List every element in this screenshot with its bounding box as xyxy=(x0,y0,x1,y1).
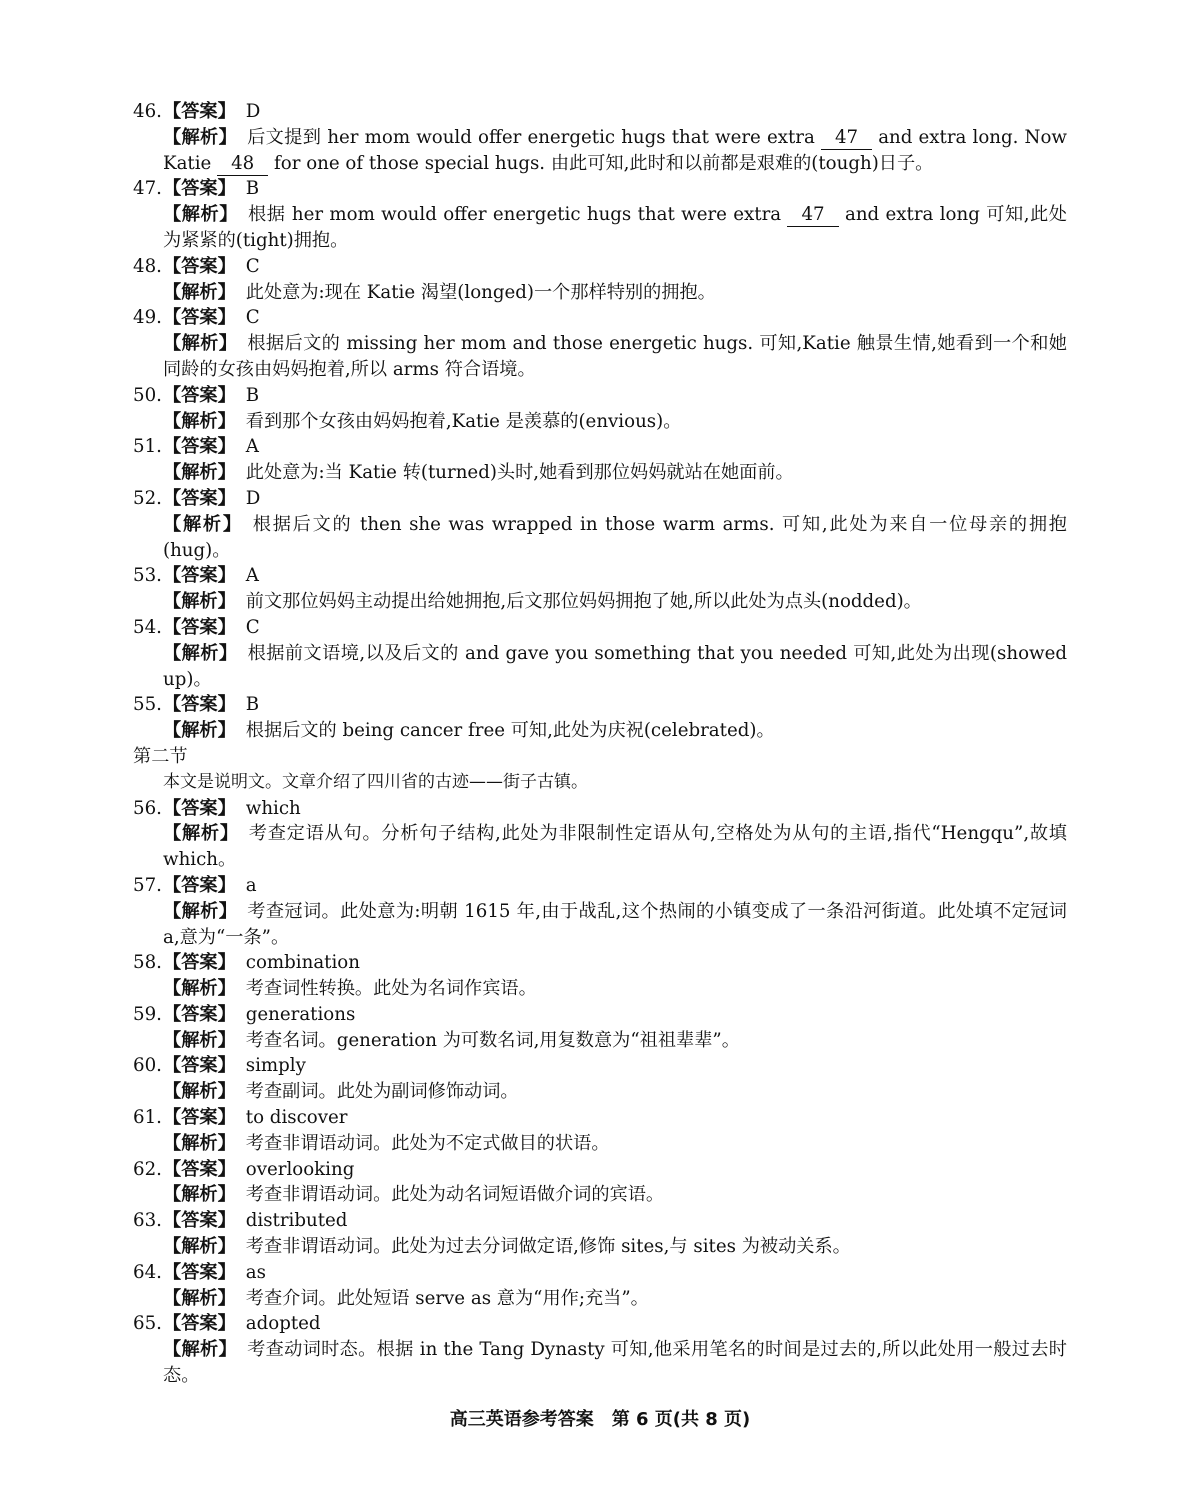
question-number: 63. xyxy=(133,1210,162,1232)
answer-row xyxy=(133,950,1067,976)
analysis-label: 【解析】 xyxy=(163,642,238,664)
blank-number: 47 xyxy=(821,127,872,150)
answer-item xyxy=(133,692,1067,744)
answer-row xyxy=(133,615,1067,641)
answer-label: 【答案】 xyxy=(163,874,236,896)
question-number: 55. xyxy=(133,694,162,716)
analysis-label: 【解析】 xyxy=(163,126,238,148)
analysis-paragraph xyxy=(163,899,1067,951)
analysis-text: 前文那位妈妈主动提出给她拥抱,后文那位妈妈拥抱了她,所以此处为点头(nodded)。 xyxy=(245,591,922,613)
answer-item xyxy=(133,486,1067,563)
analysis-text: 根据前文语境,以及后文的 and gave you something that you needed 可知,此处为出现(showed up)。 xyxy=(163,642,1067,690)
answer-item xyxy=(133,1105,1067,1157)
answer-row xyxy=(133,1053,1067,1079)
answer-label: 【答案】 xyxy=(163,1003,236,1025)
answer-value: D xyxy=(245,487,261,509)
answer-row xyxy=(133,99,1067,125)
answer-row xyxy=(133,176,1067,202)
answer-item xyxy=(133,176,1067,253)
analysis-label: 【解析】 xyxy=(163,410,236,432)
answer-row xyxy=(133,1260,1067,1286)
analysis-text: 看到那个女孩由妈妈抱着,Katie 是羡慕的(envious)。 xyxy=(245,410,682,432)
answer-label: 【答案】 xyxy=(163,1107,236,1129)
question-number: 54. xyxy=(133,616,162,638)
analysis-text: 考查词性转换。此处为名词作宾语。 xyxy=(245,978,537,1000)
answer-value: which xyxy=(245,797,301,819)
analysis-text: 此处意为:当 Katie 转(turned)头时,她看到那位妈妈就站在她面前。 xyxy=(245,462,794,484)
answer-row xyxy=(133,434,1067,460)
analysis-paragraph xyxy=(163,1028,1067,1054)
answer-sheet-body xyxy=(133,99,1067,1389)
answer-item xyxy=(133,1208,1067,1260)
analysis-text: 根据后文的 then she was wrapped in those warm arms. 可知,此处为来自一位母亲的拥抱(hug)。 xyxy=(163,513,1067,561)
answer-label: 【答案】 xyxy=(163,616,236,638)
page-footer: 高三英语参考答案 第 6 页(共 8 页) xyxy=(449,1409,751,1430)
analysis-label: 【解析】 xyxy=(163,1287,236,1309)
analysis-paragraph xyxy=(163,1079,1067,1105)
analysis-text: 考查名词。generation 为可数名词,用复数意为“祖祖辈辈”。 xyxy=(245,1029,740,1051)
answer-value: B xyxy=(245,384,260,406)
answer-label: 【答案】 xyxy=(163,1313,236,1335)
answer-label: 【答案】 xyxy=(163,1210,236,1232)
answer-item xyxy=(133,305,1067,382)
answer-label: 【答案】 xyxy=(163,101,236,122)
question-number: 51. xyxy=(133,436,162,458)
answer-row xyxy=(133,486,1067,512)
analysis-text: 考查定语从句。分析句子结构,此处为非限制性定语从句,空格处为从句的主语,指代“Hengqu”,故填 which。 xyxy=(163,823,1067,871)
answer-item xyxy=(133,383,1067,435)
analysis-text: for one of those special hugs. 由此可知,此时和以前都是艰难的(tough)日子。 xyxy=(268,152,934,174)
answer-value: combination xyxy=(245,952,360,974)
analysis-label: 【解析】 xyxy=(163,281,236,303)
answer-item xyxy=(133,950,1067,1002)
answer-item xyxy=(133,615,1067,692)
answer-value: adopted xyxy=(245,1313,321,1335)
analysis-label: 【解析】 xyxy=(163,720,236,742)
analysis-label: 【解析】 xyxy=(163,1132,236,1154)
analysis-paragraph xyxy=(163,202,1067,254)
answer-row xyxy=(133,1311,1067,1337)
analysis-paragraph xyxy=(163,331,1067,383)
analysis-label: 【解析】 xyxy=(163,1029,236,1051)
answer-value: generations xyxy=(245,1003,356,1025)
analysis-paragraph xyxy=(163,460,1067,486)
answer-label: 【答案】 xyxy=(163,952,236,974)
analysis-text: 考查介词。此处短语 serve as 意为“用作;充当”。 xyxy=(245,1287,649,1309)
question-number: 53. xyxy=(133,565,162,587)
answer-label: 【答案】 xyxy=(163,565,236,587)
question-number: 47. xyxy=(133,178,162,200)
question-number: 58. xyxy=(133,952,162,974)
analysis-label: 【解析】 xyxy=(163,462,236,484)
answer-label: 【答案】 xyxy=(163,1261,236,1283)
answer-value: A xyxy=(245,436,259,458)
question-number: 49. xyxy=(133,307,162,329)
answer-label: 【答案】 xyxy=(163,384,236,406)
answer-value: to discover xyxy=(245,1107,348,1129)
analysis-text: 考查非谓语动词。此处为不定式做目的状语。 xyxy=(245,1132,610,1154)
analysis-text: 考查副词。此处为副词修饰动词。 xyxy=(245,1081,519,1103)
answer-label: 【答案】 xyxy=(163,178,236,200)
analysis-label: 【解析】 xyxy=(163,333,238,355)
answer-label: 【答案】 xyxy=(163,487,236,509)
analysis-label: 【解析】 xyxy=(163,1081,236,1103)
question-number: 61. xyxy=(133,1107,162,1129)
analysis-paragraph xyxy=(163,1131,1067,1157)
question-number: 57. xyxy=(133,874,162,896)
answer-label: 【答案】 xyxy=(163,436,236,458)
answer-item xyxy=(133,1053,1067,1105)
answer-item xyxy=(133,434,1067,486)
analysis-text: 考查冠词。此处意为:明朝 1615 年,由于战乱,这个热闹的小镇变成了一条沿河街道。此处填不定冠词 a,意为“一条”。 xyxy=(163,900,1067,948)
answer-item xyxy=(133,254,1067,306)
answer-value: a xyxy=(245,874,257,896)
analysis-label: 【解析】 xyxy=(163,823,239,845)
answer-item xyxy=(133,99,1067,176)
answer-item xyxy=(133,1260,1067,1312)
analysis-text: 考查非谓语动词。此处为动名词短语做介词的宾语。 xyxy=(245,1184,665,1206)
analysis-paragraph xyxy=(163,512,1067,564)
analysis-text: 考查动词时态。根据 in the Tang Dynasty 可知,他采用笔名的时间是过去的,所以此处用一般过去时态。 xyxy=(163,1339,1067,1387)
answer-label: 【答案】 xyxy=(163,694,236,716)
blank-number: 47 xyxy=(787,204,838,227)
answer-row xyxy=(133,1157,1067,1183)
answer-item xyxy=(133,563,1067,615)
answer-row xyxy=(133,563,1067,589)
analysis-label: 【解析】 xyxy=(163,591,236,613)
analysis-paragraph xyxy=(163,280,1067,306)
analysis-text: and extra long. Now Katie xyxy=(163,126,1067,174)
answer-row xyxy=(133,1002,1067,1028)
answer-label: 【答案】 xyxy=(163,255,236,277)
analysis-label: 【解析】 xyxy=(163,900,238,922)
analysis-text: 根据后文的 missing her mom and those energetic hugs. 可知,Katie 触景生情,她看到一个和她同龄的女孩由妈妈抱着,所以 arms 符合语境。 xyxy=(163,333,1067,380)
analysis-paragraph xyxy=(163,1234,1067,1260)
analysis-label: 【解析】 xyxy=(163,204,239,226)
analysis-paragraph xyxy=(163,718,1067,744)
answer-item xyxy=(133,1157,1067,1209)
analysis-label: 【解析】 xyxy=(163,1339,238,1361)
answer-value: B xyxy=(245,178,260,200)
answer-row xyxy=(133,873,1067,899)
answer-value: C xyxy=(245,616,260,638)
answer-value: C xyxy=(245,307,260,329)
answer-label: 【答案】 xyxy=(163,797,236,819)
blank-number: 48 xyxy=(217,153,268,176)
analysis-paragraph xyxy=(163,1337,1067,1389)
analysis-label: 【解析】 xyxy=(163,1236,236,1258)
answer-label: 【答案】 xyxy=(163,1158,236,1180)
question-number: 52. xyxy=(133,487,162,509)
analysis-text: 后文提到 her mom would offer energetic hugs that were extra xyxy=(247,126,821,148)
analysis-text: 考查非谓语动词。此处为过去分词做定语,修饰 sites,与 sites 为被动关系。 xyxy=(245,1236,851,1258)
analysis-label: 【解析】 xyxy=(163,978,236,1000)
question-number: 59. xyxy=(133,1003,162,1025)
analysis-text: 此处意为:现在 Katie 渴望(longed)一个那样特别的拥抱。 xyxy=(245,281,716,303)
analysis-paragraph xyxy=(163,1182,1067,1208)
answer-value: overlooking xyxy=(245,1158,355,1180)
answer-item xyxy=(133,1311,1067,1388)
answer-item xyxy=(133,1002,1067,1054)
analysis-paragraph xyxy=(163,976,1067,1002)
section-title: 第二节 xyxy=(133,745,188,767)
analysis-paragraph xyxy=(163,125,1067,177)
answer-value: simply xyxy=(245,1055,306,1077)
question-number: 46. xyxy=(133,101,162,122)
answer-label: 【答案】 xyxy=(163,307,236,329)
question-number: 62. xyxy=(133,1158,162,1180)
answer-value: D xyxy=(245,101,261,122)
analysis-paragraph xyxy=(163,1286,1067,1312)
question-number: 60. xyxy=(133,1055,162,1077)
analysis-paragraph xyxy=(163,821,1067,873)
question-number: 65. xyxy=(133,1313,162,1335)
answer-item xyxy=(133,796,1067,873)
analysis-text: and extra long 可知,此处为紧紧的(tight)拥抱。 xyxy=(163,204,1067,251)
answer-value: distributed xyxy=(245,1210,348,1232)
answer-value: B xyxy=(245,694,260,716)
answer-row xyxy=(133,383,1067,409)
analysis-label: 【解析】 xyxy=(163,513,243,535)
answer-row xyxy=(133,254,1067,280)
answer-label: 【答案】 xyxy=(163,1055,236,1077)
answer-row xyxy=(133,1105,1067,1131)
section-2-items xyxy=(133,796,1067,1389)
answer-value: A xyxy=(245,565,259,587)
question-number: 64. xyxy=(133,1261,162,1283)
answer-value: C xyxy=(245,255,260,277)
question-number: 50. xyxy=(133,384,162,406)
answer-row xyxy=(133,305,1067,331)
analysis-label: 【解析】 xyxy=(163,1184,236,1206)
analysis-paragraph xyxy=(163,589,1067,615)
answer-row xyxy=(133,1208,1067,1234)
section-1-items xyxy=(133,99,1067,744)
analysis-paragraph xyxy=(163,641,1067,693)
analysis-text: 根据后文的 being cancer free 可知,此处为庆祝(celebrated)。 xyxy=(245,720,775,742)
question-number: 56. xyxy=(133,797,162,819)
answer-row xyxy=(133,692,1067,718)
analysis-text: 根据 her mom would offer energetic hugs that were extra xyxy=(248,204,788,226)
answer-row xyxy=(133,796,1067,822)
analysis-paragraph xyxy=(163,409,1067,435)
question-number: 48. xyxy=(133,255,162,277)
answer-value: as xyxy=(245,1261,266,1283)
answer-item xyxy=(133,873,1067,950)
section-intro: 本文是说明文。文章介绍了四川省的古迹——街子古镇。 xyxy=(163,771,588,792)
